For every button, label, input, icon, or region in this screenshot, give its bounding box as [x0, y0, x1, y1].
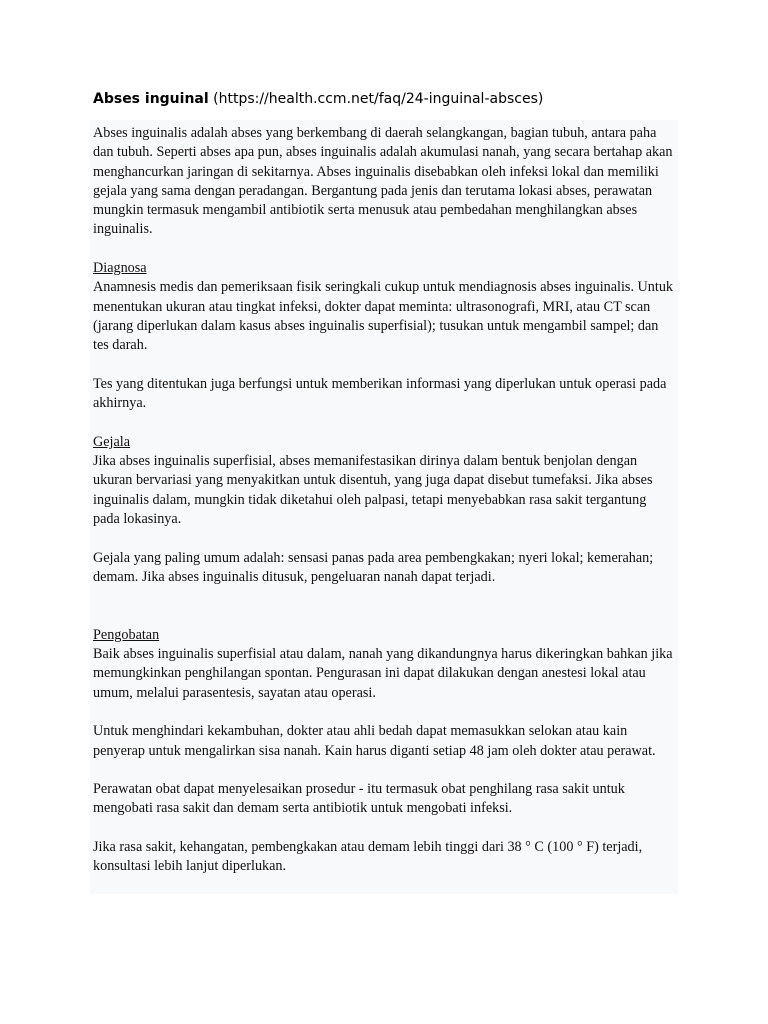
section-title-pengobatan: Pengobatan	[93, 626, 160, 643]
article-body	[90, 120, 678, 894]
source-link[interactable]: (https://health.ccm.net/faq/24-inguinal-absces)	[213, 91, 544, 107]
pengobatan-paragraph-1: Baik abses inguinalis superfisial atau dalam, nanah yang dikandungnya harus dikeringkan bahkan jika memungkinkan penghilangan spontan. Pengurasan ini dapat dilakukan dengan anestesi lokal atau umum, melalui parasentesis, sayatan atau operasi.	[93, 646, 673, 701]
document-heading	[93, 89, 543, 109]
paragraph-gap	[93, 356, 674, 375]
document-title: Abses inguinal	[93, 91, 209, 107]
paragraph-gap	[93, 240, 674, 259]
paragraph-gap-double	[93, 587, 674, 626]
gejala-paragraph-1: Jika abses inguinalis superfisial, abses memanifestasikan dirinya dalam bentuk benjolan dengan ukuran bervariasi yang menyakitkan untuk disentuh, yang juga dapat disebut tumefaksi. Jika abses inguinalis dalam, mungkin tidak diketahui oleh palpasi, tetapi menyebabkan rasa sakit tergantung pada lokasinya.	[93, 453, 653, 527]
paragraph-gap	[93, 703, 674, 722]
intro-paragraph: Abses inguinalis adalah abses yang berkembang di daerah selangkangan, bagian tubuh, antara paha dan tubuh. Seperti abses apa pun, abses inguinalis adalah akumulasi nanah, yang secara bertahap akan menghancurkan jaringan di sekitarnya. Abses inguinalis disebabkan oleh infeksi lokal dan memiliki gejala yang sama dengan peradangan. Bergantung pada jenis dan terutama lokasi abses, perawatan mungkin termasuk mengambil antibiotik serta menusuk atau pembedahan menghilangkan abses inguinalis.	[93, 125, 673, 238]
paragraph-gap	[93, 529, 674, 548]
diagnosa-paragraph-2: Tes yang ditentukan juga berfungsi untuk memberikan informasi yang diperlukan untuk operasi pada akhirnya.	[93, 375, 667, 412]
diagnosa-paragraph-1: Anamnesis medis dan pemeriksaan fisik seringkali cukup untuk mendiagnosis abses inguinalis. Untuk menentukan ukuran atau tingkat infeksi, dokter dapat meminta: ultrasonografi, MRI, atau CT scan (jarang diperlukan dalam kasus abses inguinalis superfisial); tusukan untuk mengambil sampel; dan tes darah.	[93, 279, 674, 354]
paragraph-gap	[93, 761, 674, 780]
pengobatan-paragraph-3: Perawatan obat dapat menyelesaikan prosedur - itu termasuk obat penghilang rasa sakit untuk mengobati rasa sakit dan demam serta antibiotik untuk mengobati infeksi.	[93, 781, 625, 817]
paragraph-gap	[93, 413, 674, 432]
section-title-diagnosa: Diagnosa	[93, 260, 147, 277]
pengobatan-paragraph-2: Untuk menghindari kekambuhan, dokter atau ahli bedah dapat memasukkan selokan atau kain penyerap untuk mengalirkan sisa nanah. Kain harus diganti setiap 48 jam oleh dokter atau perawat.	[93, 723, 656, 759]
section-title-gejala: Gejala	[93, 433, 131, 450]
paragraph-gap	[93, 819, 674, 838]
gejala-paragraph-2: Gejala yang paling umum adalah: sensasi panas pada area pembengkakan; nyeri lokal; kemerahan; demam. Jika abses inguinalis ditusuk, pengeluaran nanah dapat terjadi.	[93, 549, 654, 585]
pengobatan-paragraph-4: Jika rasa sakit, kehangatan, pembengkakan atau demam lebih tinggi dari 38 ° C (100 ° F) terjadi, konsultasi lebih lanjut diperlukan.	[93, 838, 643, 875]
